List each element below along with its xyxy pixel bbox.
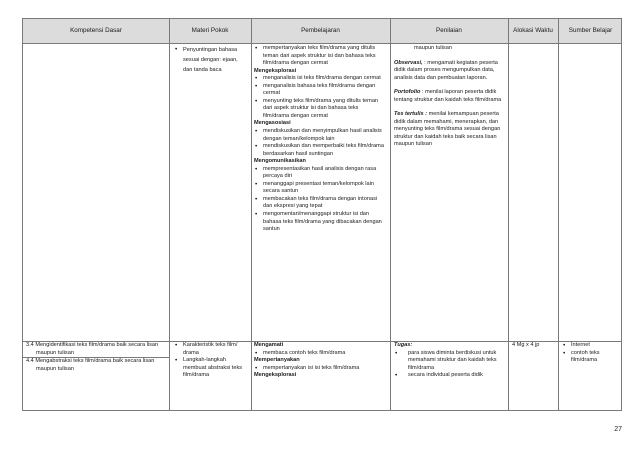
observasi-text: : mengamati kegiatan peserta didik dalam proses mengumpulkan data, analisis data dan pembuatan laporan. [394,59,498,81]
column-divider [251,19,252,410]
list-item: • mempertanyakan teks film/drama yang ditulis teman dari aspek struktur isi dan bahasa teks film/drama dengan cermat [254,45,386,68]
kd-text: 4.4 Mengabstraksi teks film/drama baik secara lisan maupun tulisan [26,358,155,372]
header-materi-pokok: Materi Pokok [191,27,229,35]
header-kompetensi-dasar: Kompetensi Dasar [70,27,122,35]
kd-4-4 [26,358,167,373]
paragraph: maupun tulisan [414,45,452,51]
list-item: • mempresentasikan hasil analisis dengan rasa percaya diri [254,166,386,181]
row1-penilaian [394,45,504,149]
section-heading: Mengeksplorasi [254,372,297,379]
kd-text: 3.4 Mengidentifikasi teks film/drama baik secara lisan maupun tulisan [26,342,159,356]
header-alokasi-waktu: Alokasi Waktu [513,27,553,35]
list-item: • para siswa diminta berdiskusi untuk memahami struktur dan kaidah teks film/drama [394,350,504,373]
list-item: • Penyuntingan bahasa sesuai dengan: ejaan, dan tanda baca [174,45,242,75]
list-item: • mengomentari/menanggapi struktur isi dan bahasa teks film/drama yang dibacakan dengan santun [254,211,386,234]
section-heading: Mengomunikasikan [254,158,306,165]
observasi-label: Observasi, [394,59,423,66]
kd-3-4 [26,342,167,357]
list-item: • Karakteristik teks film/ drama [174,342,246,357]
column-divider [169,19,170,410]
header-sumber-belajar: Sumber Belajar [568,27,613,35]
list-item: • membaca contoh teks film/drama [254,350,386,358]
header-penilaian: Penilaian [436,27,462,35]
row1-pembelajaran [254,45,386,234]
row2-materi [174,342,246,380]
header-pembelajaran: Pembelajaran [301,27,340,35]
list-item: • menganalisis isi teks film/drama dengan cermat [254,75,386,83]
row-divider [23,43,621,44]
row2-alokasi-waktu: 4 Mg x 4 jp [512,342,540,348]
column-divider [508,19,509,410]
tes-tertulis-text: menilai kemampuan peserta didik dalam memahami, menerapkan, dan menyunting teks film/drama sesuai dengan struktur dan kaidah teks baik secara lisan maupun tulisan [394,111,501,148]
syllabus-table [22,18,622,411]
row2-penilaian [394,342,504,380]
tes-tertulis-label: Tes tertulis : [394,111,428,118]
list-item: • mendiskusikan dan menyimpulkan hasil analisis dengan teman/kelompok lain [254,128,386,143]
page-number: 27 [614,426,622,433]
portofolio-paragraph [394,89,504,104]
section-heading: Mempertanyakan [254,357,300,364]
section-heading: Mengeksplorasi [254,67,297,74]
list-item: • secara individual peserta didik [394,372,504,380]
row1-materi [174,45,242,75]
section-heading: Mengamati [254,342,284,348]
portofolio-text: : menilai laporan peserta didik tentang struktur dan kaidah teks film/drama [394,89,502,103]
tugas-label: Tugas: [394,342,413,348]
observasi-paragraph [394,60,504,83]
column-divider [390,19,391,410]
list-item: • Langkah-langkah membuat abstraksi teks film/drama [174,357,246,380]
list-item: • Internet [562,342,620,350]
list-item: • contoh teks film/drama [562,350,620,365]
section-heading: Mengasosiasi [254,120,291,127]
list-item: • menanggapi presentasi teman/kelompok lain secara santun [254,181,386,196]
row2-sumber-belajar [562,342,620,365]
list-item: • membacakan teks film/drama dengan intonasi dan ekspresi yang tepat [254,196,386,211]
row2-pembelajaran [254,342,386,380]
list-item: • mempertanyakan isi isi teks film/drama [254,365,386,373]
portofolio-label: Portofolio [394,89,421,96]
list-item: • mendiskusikan dan memperbaiki teks film/drama berdasarkan hasil suntingan [254,143,386,158]
list-item: • menganalisis bahasa teks film/drama dengan cermat [254,83,386,98]
list-item: • menyunting teks film/drama yang ditulis teman dari aspek struktur isi dan bahasa teks film/drama dengan cermat [254,98,386,121]
column-divider [558,19,559,410]
tes-tertulis-paragraph [394,111,504,149]
